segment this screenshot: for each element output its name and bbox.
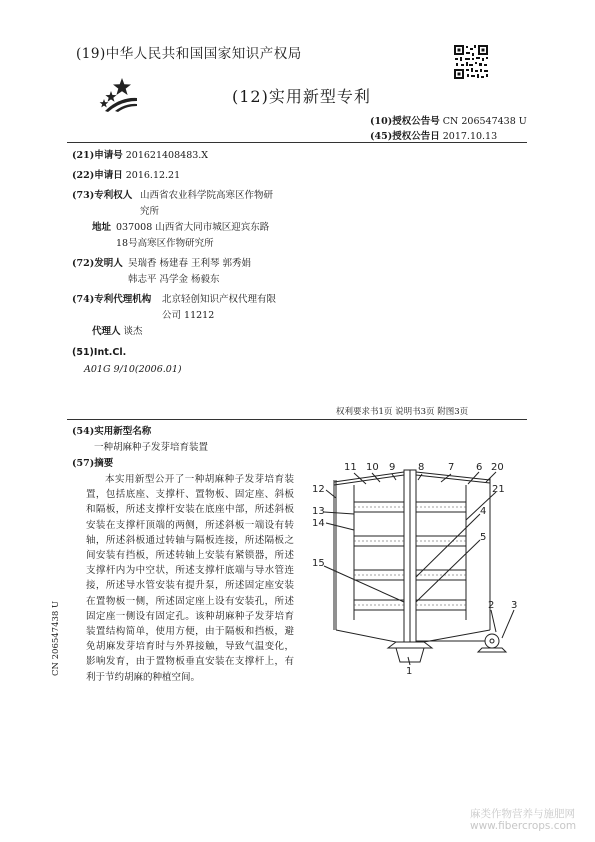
label-5: 5 <box>480 532 487 543</box>
filing-date-row <box>72 169 180 182</box>
patentee-label: (73)专利权人 <box>72 190 133 201</box>
qr-code <box>453 44 489 80</box>
label-11: 11 <box>344 462 357 473</box>
device-drawing <box>296 452 526 677</box>
label-1: 1 <box>406 666 413 677</box>
label-15: 15 <box>312 558 325 569</box>
header-rule <box>67 142 527 143</box>
label-14: 14 <box>312 518 325 529</box>
page-counts: 权利要求书1页 说明书3页 附图3页 <box>336 407 469 417</box>
patentee-line-1: 山西省农业科学院高寒区作物研 <box>140 190 274 201</box>
abstract-label: (57)摘要 <box>72 458 114 469</box>
label-4: 4 <box>480 506 487 517</box>
publication-number-label: (10)授权公告号 <box>370 116 440 127</box>
label-3: 3 <box>511 600 518 611</box>
publication-date-label: (45)授权公告日 <box>370 131 440 142</box>
watermark-url: www.fibercrops.com <box>470 820 577 832</box>
publication-date-row <box>370 128 497 142</box>
application-number-row <box>72 149 208 162</box>
document-type: (12)实用新型专利 <box>232 87 371 106</box>
filing-date: 2016.12.21 <box>125 170 181 181</box>
utility-model-title: 一种胡麻种子发芽培育装置 <box>94 442 209 453</box>
label-12: 12 <box>312 484 325 495</box>
label-21: 21 <box>492 484 505 495</box>
agent-row <box>92 325 143 338</box>
application-number-label: (21)申请号 <box>72 150 123 161</box>
ipc-label: (51)Int.Cl. <box>72 347 127 358</box>
address-label: 地址 <box>92 222 112 233</box>
publication-number: CN 206547438 U <box>442 116 527 127</box>
agent-label: 代理人 <box>92 326 121 337</box>
watermark-site-name: 麻类作物营养与施肥网 <box>470 808 575 820</box>
patentee-line-2: 究所 <box>140 206 160 217</box>
label-20: 20 <box>491 462 504 473</box>
cnipa-emblem <box>95 76 139 114</box>
publication-date: 2017.10.13 <box>442 131 498 142</box>
agency-label: (74)专利代理机构 <box>72 294 152 305</box>
application-number: 201621408483.X <box>125 150 209 161</box>
issuing-office: (19)中华人民共和国国家知识产权局 <box>76 46 302 62</box>
inventors-label: (72)发明人 <box>72 258 123 269</box>
label-6: 6 <box>476 462 483 473</box>
inventors-line-2: 韩志平 冯学金 杨毅东 <box>128 274 220 285</box>
label-8: 8 <box>418 462 425 473</box>
address-line-1: 037008 山西省大同市城区迎宾东路 <box>116 222 270 233</box>
middle-rule <box>67 419 527 420</box>
title-label: (54)实用新型名称 <box>72 426 152 437</box>
agency-line-2: 公司 11212 <box>162 310 215 321</box>
abstract-text: 本实用新型公开了一种胡麻种子发芽培育装置，包括底座、支撑杆、置物板、固定座、斜板和隔板，所述支撑杆安装在底座中部，所述斜板安装在支撑杆顶端的两侧，所述斜板一端设有转轴，所述斜板通过转轴与隔板连接，所述隔板之间安装有挡板，所述转轴上安装有紧锁器，所述支撑杆内为中空状，所述支撑杆底端与导水管连接，所述导水管安装有提升泵，所述固定座安装在置物板一侧，所述固定座上设有安装孔，所述固定座一侧设有固定孔。该种胡麻种子发芽培育装置结构简单，使用方便，由于隔板和挡板，避免胡麻发芽培育时与外界接触，导致气温变化，影响发育，由于置物板垂直安装在支撑杆上，有利于节约胡麻的种植空间。 <box>86 474 294 683</box>
address-line-2: 18号高寒区作物研究所 <box>116 238 214 249</box>
agent-name: 谈杰 <box>123 326 143 337</box>
filing-date-label: (22)申请日 <box>72 170 123 181</box>
label-7: 7 <box>448 462 455 473</box>
label-10: 10 <box>366 462 379 473</box>
inventors-line-1: 吴瑞香 杨建春 王利琴 郭秀娟 <box>128 258 252 269</box>
label-9: 9 <box>389 462 396 473</box>
side-publication-number: CN 206547438 U <box>51 600 61 676</box>
ipc-classification: A01G 9/10(2006.01) <box>84 364 182 375</box>
publication-number-row <box>370 113 527 127</box>
label-13: 13 <box>312 506 325 517</box>
label-2: 2 <box>488 600 495 611</box>
agency-line-1: 北京轻创知识产权代理有限 <box>162 294 277 305</box>
